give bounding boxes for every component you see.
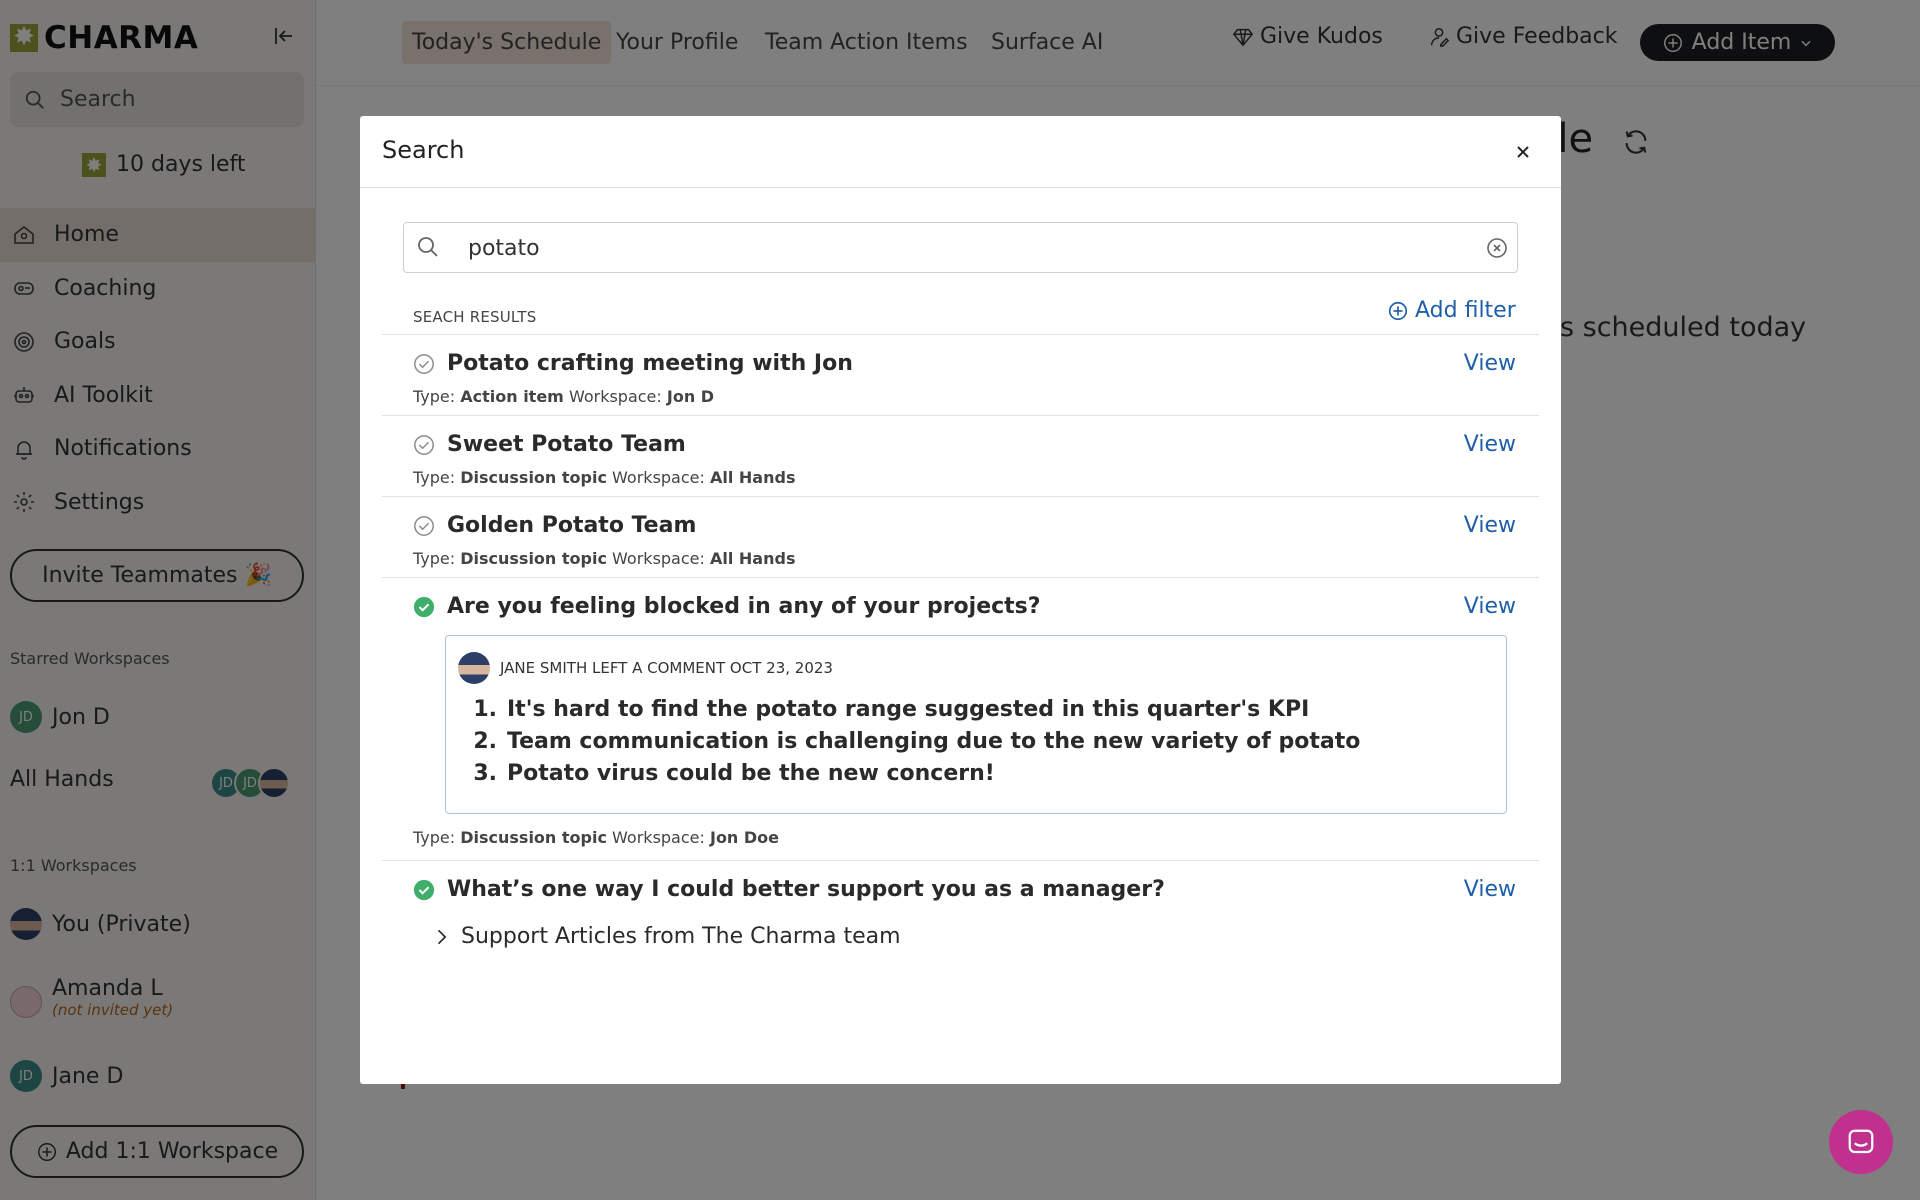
workspace-label: Workspace: — [612, 828, 705, 847]
result-title: Are you feeling blocked in any of your projects? — [447, 594, 1041, 619]
support-articles-label: Support Articles from The Charma team — [461, 924, 901, 949]
unchecked-circle-icon — [413, 434, 435, 456]
view-link[interactable]: View — [1463, 877, 1516, 902]
checked-circle-icon — [413, 879, 435, 901]
search-field[interactable] — [403, 222, 1518, 273]
type-label: Type: — [413, 468, 456, 487]
result-title-row — [413, 594, 1041, 619]
search-modal — [360, 116, 1561, 1084]
comment-preview — [445, 635, 1507, 814]
view-link[interactable]: View — [1463, 594, 1516, 619]
result-title: Potato crafting meeting with Jon — [447, 351, 853, 376]
chat-icon — [1846, 1127, 1876, 1157]
comment-list — [472, 697, 1360, 793]
view-link[interactable]: View — [1463, 432, 1516, 457]
support-articles-toggle[interactable] — [431, 924, 901, 949]
divider — [382, 415, 1539, 416]
comment-text: Team communication is challenging due to the new variety of potato — [507, 729, 1361, 754]
result-title: What’s one way I could better support you as a manager? — [447, 877, 1165, 902]
view-link[interactable]: View — [1463, 513, 1516, 538]
result-title-row — [413, 351, 853, 376]
result-meta — [413, 549, 795, 568]
result-type: Action item — [460, 387, 564, 406]
result-workspace: All Hands — [709, 549, 796, 568]
divider — [382, 496, 1539, 497]
view-link[interactable]: View — [1463, 351, 1516, 376]
workspace-label: Workspace: — [612, 468, 705, 487]
comment-list-item: 1. It's hard to find the potato range suggested in this quarter's KPI — [472, 697, 1360, 729]
comment-list-item: 3. Potato virus could be the new concern! — [472, 761, 1360, 793]
search-input[interactable] — [468, 231, 1448, 265]
clear-search-icon[interactable] — [1485, 236, 1509, 260]
result-type: Discussion topic — [460, 468, 607, 487]
divider — [382, 334, 1539, 335]
result-type: Discussion topic — [460, 828, 607, 847]
workspace-label: Workspace: — [568, 387, 662, 406]
result-title-row — [413, 513, 696, 538]
modal-title: Search — [382, 136, 465, 164]
modal-header — [360, 116, 1561, 188]
result-meta — [413, 828, 779, 847]
comment-text: It's hard to find the potato range suggested in this quarter's KPI — [507, 697, 1310, 722]
search-icon — [416, 235, 440, 259]
divider — [382, 577, 1539, 578]
chevron-right-icon — [431, 927, 451, 947]
avatar — [458, 652, 490, 684]
result-meta — [413, 387, 714, 406]
result-type: Discussion topic — [460, 549, 607, 568]
chat-button[interactable] — [1829, 1110, 1893, 1174]
result-title: Sweet Potato Team — [447, 432, 686, 457]
type-label: Type: — [413, 828, 456, 847]
type-label: Type: — [413, 387, 456, 406]
add-filter-button[interactable] — [1387, 298, 1516, 323]
type-label: Type: — [413, 549, 456, 568]
unchecked-circle-icon — [413, 353, 435, 375]
comment-list-item: 2. Team communication is challenging due to the new variety of potato — [472, 729, 1360, 761]
result-workspace: Jon Doe — [709, 828, 780, 847]
workspace-label: Workspace: — [612, 549, 705, 568]
comment-author-date: JANE SMITH LEFT A COMMENT OCT 23, 2023 — [500, 659, 833, 677]
unchecked-circle-icon — [413, 515, 435, 537]
checked-circle-icon — [413, 596, 435, 618]
result-workspace: Jon D — [666, 387, 715, 406]
result-title-row — [413, 432, 686, 457]
add-filter-label: Add filter — [1415, 298, 1516, 323]
result-workspace: All Hands — [709, 468, 796, 487]
result-title: Golden Potato Team — [447, 513, 697, 538]
comment-header — [458, 652, 833, 684]
result-title-row — [413, 877, 1165, 902]
search-results-heading: SEACH RESULTS — [413, 308, 537, 326]
divider — [382, 860, 1539, 861]
comment-text: Potato virus could be the new concern! — [507, 761, 995, 786]
plus-circle-icon — [1387, 300, 1409, 322]
close-icon[interactable] — [1511, 140, 1535, 164]
result-meta — [413, 468, 795, 487]
